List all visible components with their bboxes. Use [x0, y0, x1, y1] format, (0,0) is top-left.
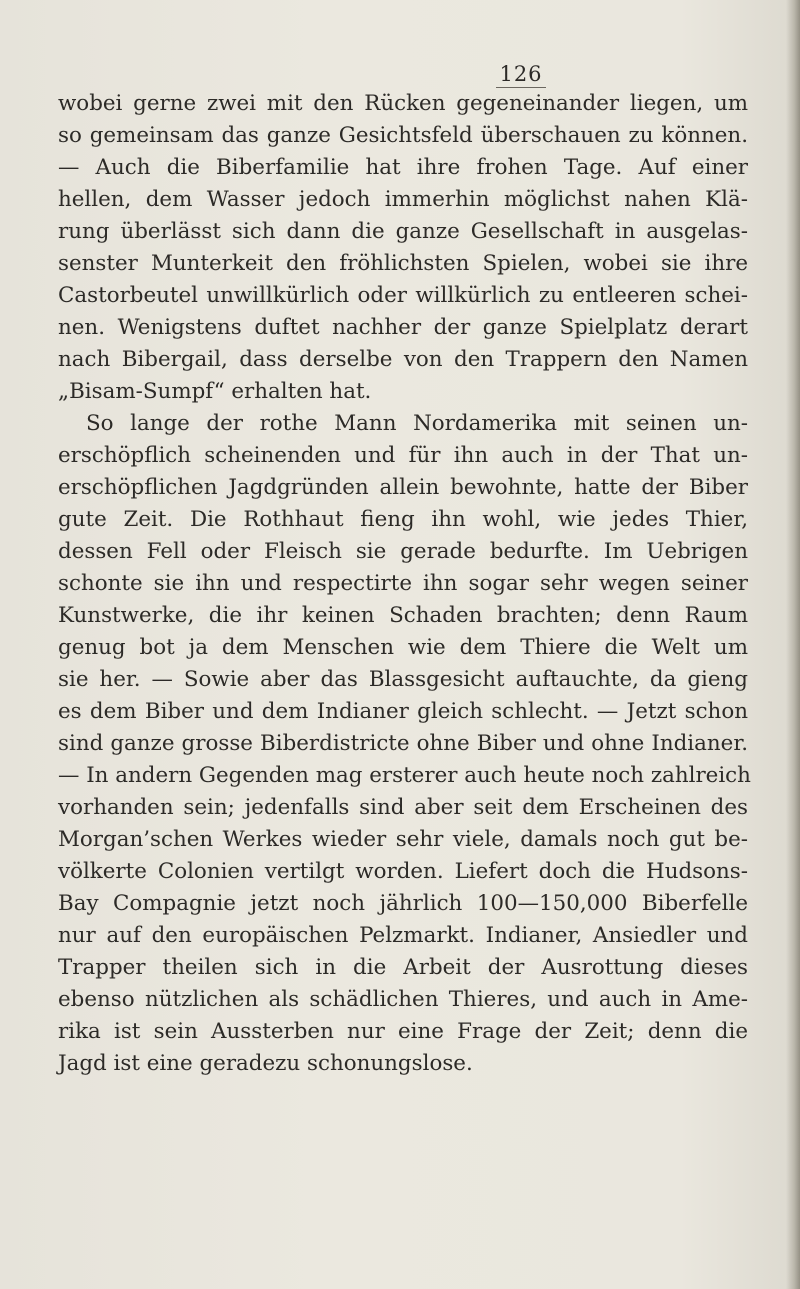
text-line: schonte sie ihn und respectirte ihn sogar sehr wegen seiner: [58, 571, 748, 596]
paragraph-1: [58, 88, 748, 408]
text-line: erschöpflich scheinenden und für ihn auch in der That un-: [58, 443, 748, 468]
text-line: gute Zeit. Die Rothhaut fieng ihn wohl, wie jedes Thier,: [58, 507, 748, 532]
text-line: es dem Biber und dem Indianer gleich schlecht. — Jetzt schon: [58, 699, 748, 724]
body-text: [58, 88, 751, 1080]
text-line: Castorbeutel unwillkürlich oder willkürlich zu entleeren schei-: [58, 283, 748, 308]
text-line: erschöpflichen Jagdgründen allein bewohnte, hatte der Biber: [58, 475, 748, 500]
text-line: So lange der rothe Mann Nordamerika mit seinen un-: [86, 411, 748, 436]
text-line: genug bot ja dem Menschen wie dem Thiere die Welt um: [58, 635, 748, 660]
text-line: rung überlässt sich dann die ganze Gesellschaft in ausgelas-: [58, 219, 748, 244]
text-line: dessen Fell oder Fleisch sie gerade bedurfte. Im Uebrigen: [58, 539, 748, 564]
text-line: nen. Wenigstens duftet nachher der ganze Spielplatz derart: [58, 315, 748, 340]
text-line: so gemeinsam das ganze Gesichtsfeld überschauen zu können.: [58, 123, 748, 148]
page-number: 126: [496, 62, 546, 88]
text-line: wobei gerne zwei mit den Rücken gegeneinander liegen, um: [58, 91, 748, 116]
text-line: ebenso nützlichen als schädlichen Thieres, und auch in Ame-: [58, 987, 748, 1012]
text-line: Trapper theilen sich in die Arbeit der Ausrottung dieses: [58, 955, 748, 980]
text-line: sie her. — Sowie aber das Blassgesicht auftauchte, da gieng: [58, 667, 748, 692]
text-line: nach Bibergail, dass derselbe von den Trappern den Namen: [58, 347, 748, 372]
text-line: völkerte Colonien vertilgt worden. Liefert doch die Hudsons-: [58, 859, 748, 884]
text-line: vorhanden sein; jedenfalls sind aber seit dem Erscheinen des: [58, 795, 748, 820]
text-line: Bay Compagnie jetzt noch jährlich 100—150,000 Biberfelle: [58, 891, 748, 916]
text-line: nur auf den europäischen Pelzmarkt. Indianer, Ansiedler und: [58, 923, 748, 948]
text-line: sind ganze grosse Biberdistricte ohne Biber und ohne Indianer.: [58, 731, 748, 756]
text-line: — Auch die Biberfamilie hat ihre frohen Tage. Auf einer: [58, 155, 748, 180]
text-line: Morgan’schen Werkes wieder sehr viele, damals noch gut be-: [58, 827, 748, 852]
text-line: rika ist sein Aussterben nur eine Frage der Zeit; denn die: [58, 1019, 748, 1044]
text-line: „Bisam-Sumpf“ erhalten hat.: [58, 379, 372, 404]
text-line: hellen, dem Wasser jedoch immerhin möglichst nahen Klä-: [58, 187, 748, 212]
paragraph-2: [58, 408, 751, 1080]
text-line: senster Munterkeit den fröhlichsten Spielen, wobei sie ihre: [58, 251, 748, 276]
page-edge-shadow: [786, 0, 800, 1289]
text-line: — In andern Gegenden mag ersterer auch heute noch zahlreich: [58, 763, 751, 788]
text-line: Kunstwerke, die ihr keinen Schaden brachten; denn Raum: [58, 603, 748, 628]
text-line: Jagd ist eine geradezu schonungslose.: [58, 1051, 473, 1076]
